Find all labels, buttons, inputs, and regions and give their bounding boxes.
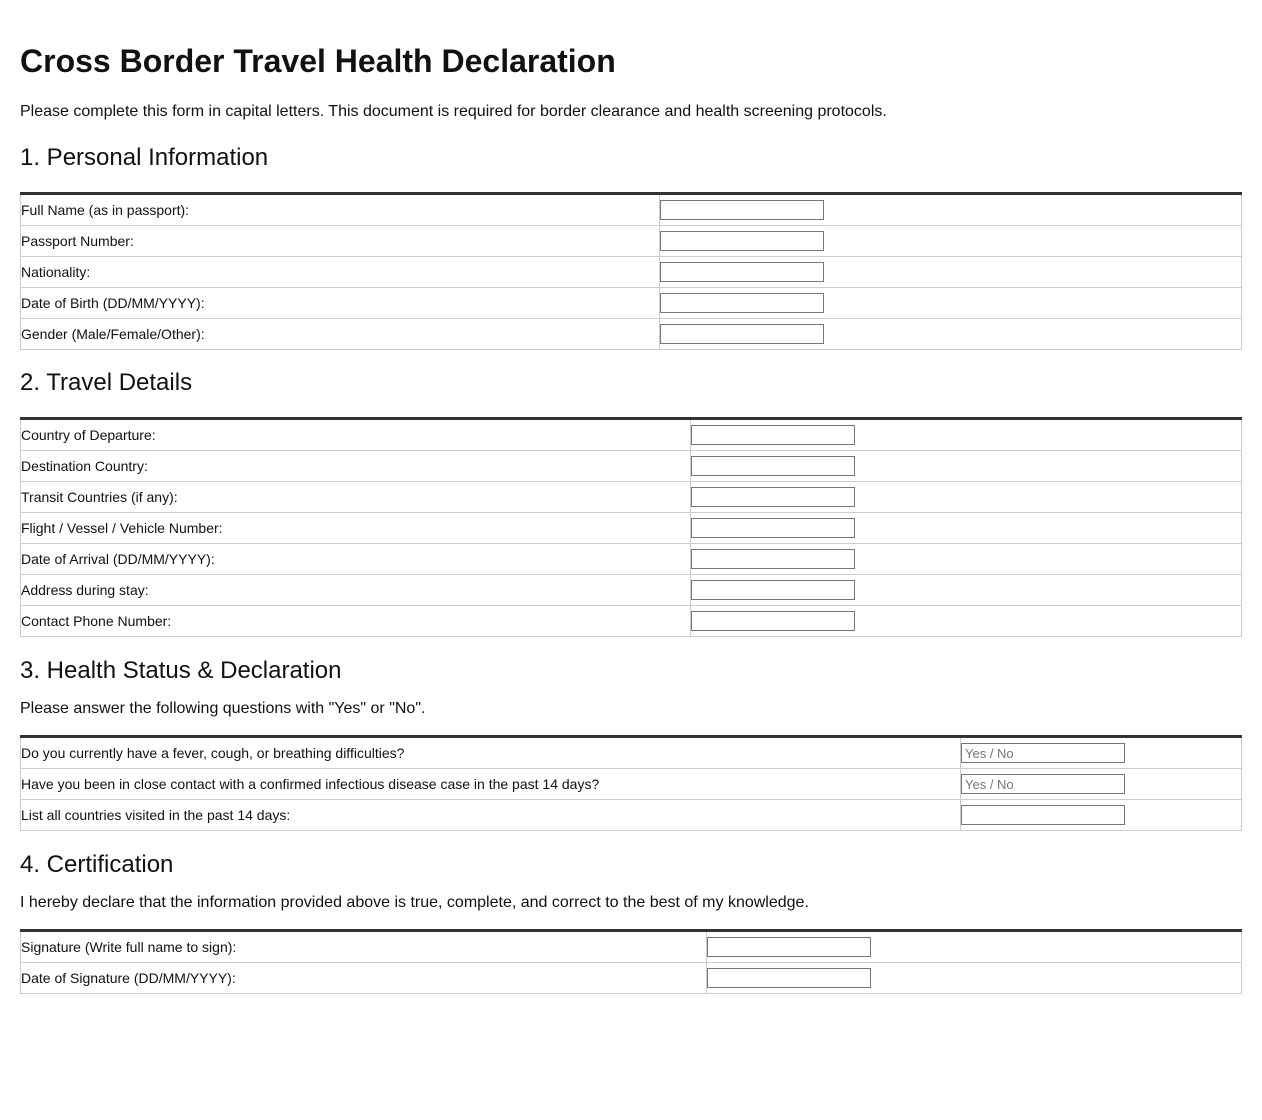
form-row — [21, 737, 1242, 769]
form-row — [21, 513, 1242, 544]
form-row — [21, 257, 1242, 288]
field-label: List all countries visited in the past 14 days: — [21, 800, 961, 831]
personal-input-0[interactable] — [660, 200, 824, 220]
form-row — [21, 419, 1242, 451]
field-label: Gender (Male/Female/Other): — [21, 319, 660, 350]
certification-input-0[interactable] — [707, 937, 871, 957]
travel-input-1[interactable] — [691, 456, 855, 476]
travel-input-4[interactable] — [691, 549, 855, 569]
field-label: Date of Signature (DD/MM/YYYY): — [21, 963, 707, 994]
form-row — [21, 769, 1242, 800]
field-label: Country of Departure: — [21, 419, 691, 451]
intro-text: Please complete this form in capital letters. This document is required for border clearance and health screening protocols. — [20, 103, 887, 120]
field-label: Full Name (as in passport): — [21, 194, 660, 226]
field-label: Contact Phone Number: — [21, 606, 691, 637]
field-label: Passport Number: — [21, 226, 660, 257]
field-cell — [961, 800, 1242, 831]
personal-input-3[interactable] — [660, 293, 824, 313]
section-heading-certification: 4. Certification — [20, 851, 174, 878]
field-cell — [660, 288, 1242, 319]
travel-input-2[interactable] — [691, 487, 855, 507]
section-heading-personal: 1. Personal Information — [20, 144, 269, 171]
field-cell — [691, 513, 1242, 544]
form-row — [21, 288, 1242, 319]
personal-info-table — [20, 192, 1242, 350]
field-cell — [961, 769, 1242, 800]
form-row — [21, 575, 1242, 606]
form-row — [21, 451, 1242, 482]
form-row — [21, 606, 1242, 637]
section-heading-health: 3. Health Status & Declaration — [20, 657, 342, 684]
field-cell — [691, 575, 1242, 606]
form-row — [21, 931, 1242, 963]
form-row — [21, 319, 1242, 350]
form-row — [21, 800, 1242, 831]
health-input-1[interactable] — [961, 774, 1125, 794]
travel-input-3[interactable] — [691, 518, 855, 538]
field-label: Date of Birth (DD/MM/YYYY): — [21, 288, 660, 319]
field-label: Destination Country: — [21, 451, 691, 482]
field-cell — [691, 419, 1242, 451]
field-label: Flight / Vessel / Vehicle Number: — [21, 513, 691, 544]
travel-details-table — [20, 417, 1242, 637]
field-cell — [660, 226, 1242, 257]
travel-input-6[interactable] — [691, 611, 855, 631]
field-cell — [707, 963, 1242, 994]
field-cell — [660, 319, 1242, 350]
form-row — [21, 482, 1242, 513]
field-label: Do you currently have a fever, cough, or breathing difficulties? — [21, 737, 961, 769]
certification-input-1[interactable] — [707, 968, 871, 988]
health-instructions: Please answer the following questions with "Yes" or "No". — [20, 700, 426, 717]
field-cell — [961, 737, 1242, 769]
form-row — [21, 194, 1242, 226]
field-cell — [691, 482, 1242, 513]
travel-input-5[interactable] — [691, 580, 855, 600]
form-row — [21, 226, 1242, 257]
field-label: Transit Countries (if any): — [21, 482, 691, 513]
field-label: Date of Arrival (DD/MM/YYYY): — [21, 544, 691, 575]
form-row — [21, 544, 1242, 575]
health-status-table — [20, 735, 1242, 831]
field-cell — [691, 451, 1242, 482]
field-label: Nationality: — [21, 257, 660, 288]
personal-input-1[interactable] — [660, 231, 824, 251]
field-cell — [660, 194, 1242, 226]
field-label: Have you been in close contact with a confirmed infectious disease case in the past 14 days? — [21, 769, 961, 800]
section-heading-travel: 2. Travel Details — [20, 369, 193, 396]
form-row — [21, 963, 1242, 994]
certification-table — [20, 929, 1242, 994]
field-label: Signature (Write full name to sign): — [21, 931, 707, 963]
page-title: Cross Border Travel Health Declaration — [20, 43, 616, 79]
health-input-0[interactable] — [961, 743, 1125, 763]
field-cell — [691, 544, 1242, 575]
travel-input-0[interactable] — [691, 425, 855, 445]
field-label: Address during stay: — [21, 575, 691, 606]
personal-input-2[interactable] — [660, 262, 824, 282]
health-input-2[interactable] — [961, 805, 1125, 825]
certification-statement: I hereby declare that the information provided above is true, complete, and correct to the best of my knowledge. — [20, 894, 809, 911]
personal-input-4[interactable] — [660, 324, 824, 344]
field-cell — [707, 931, 1242, 963]
field-cell — [691, 606, 1242, 637]
field-cell — [660, 257, 1242, 288]
